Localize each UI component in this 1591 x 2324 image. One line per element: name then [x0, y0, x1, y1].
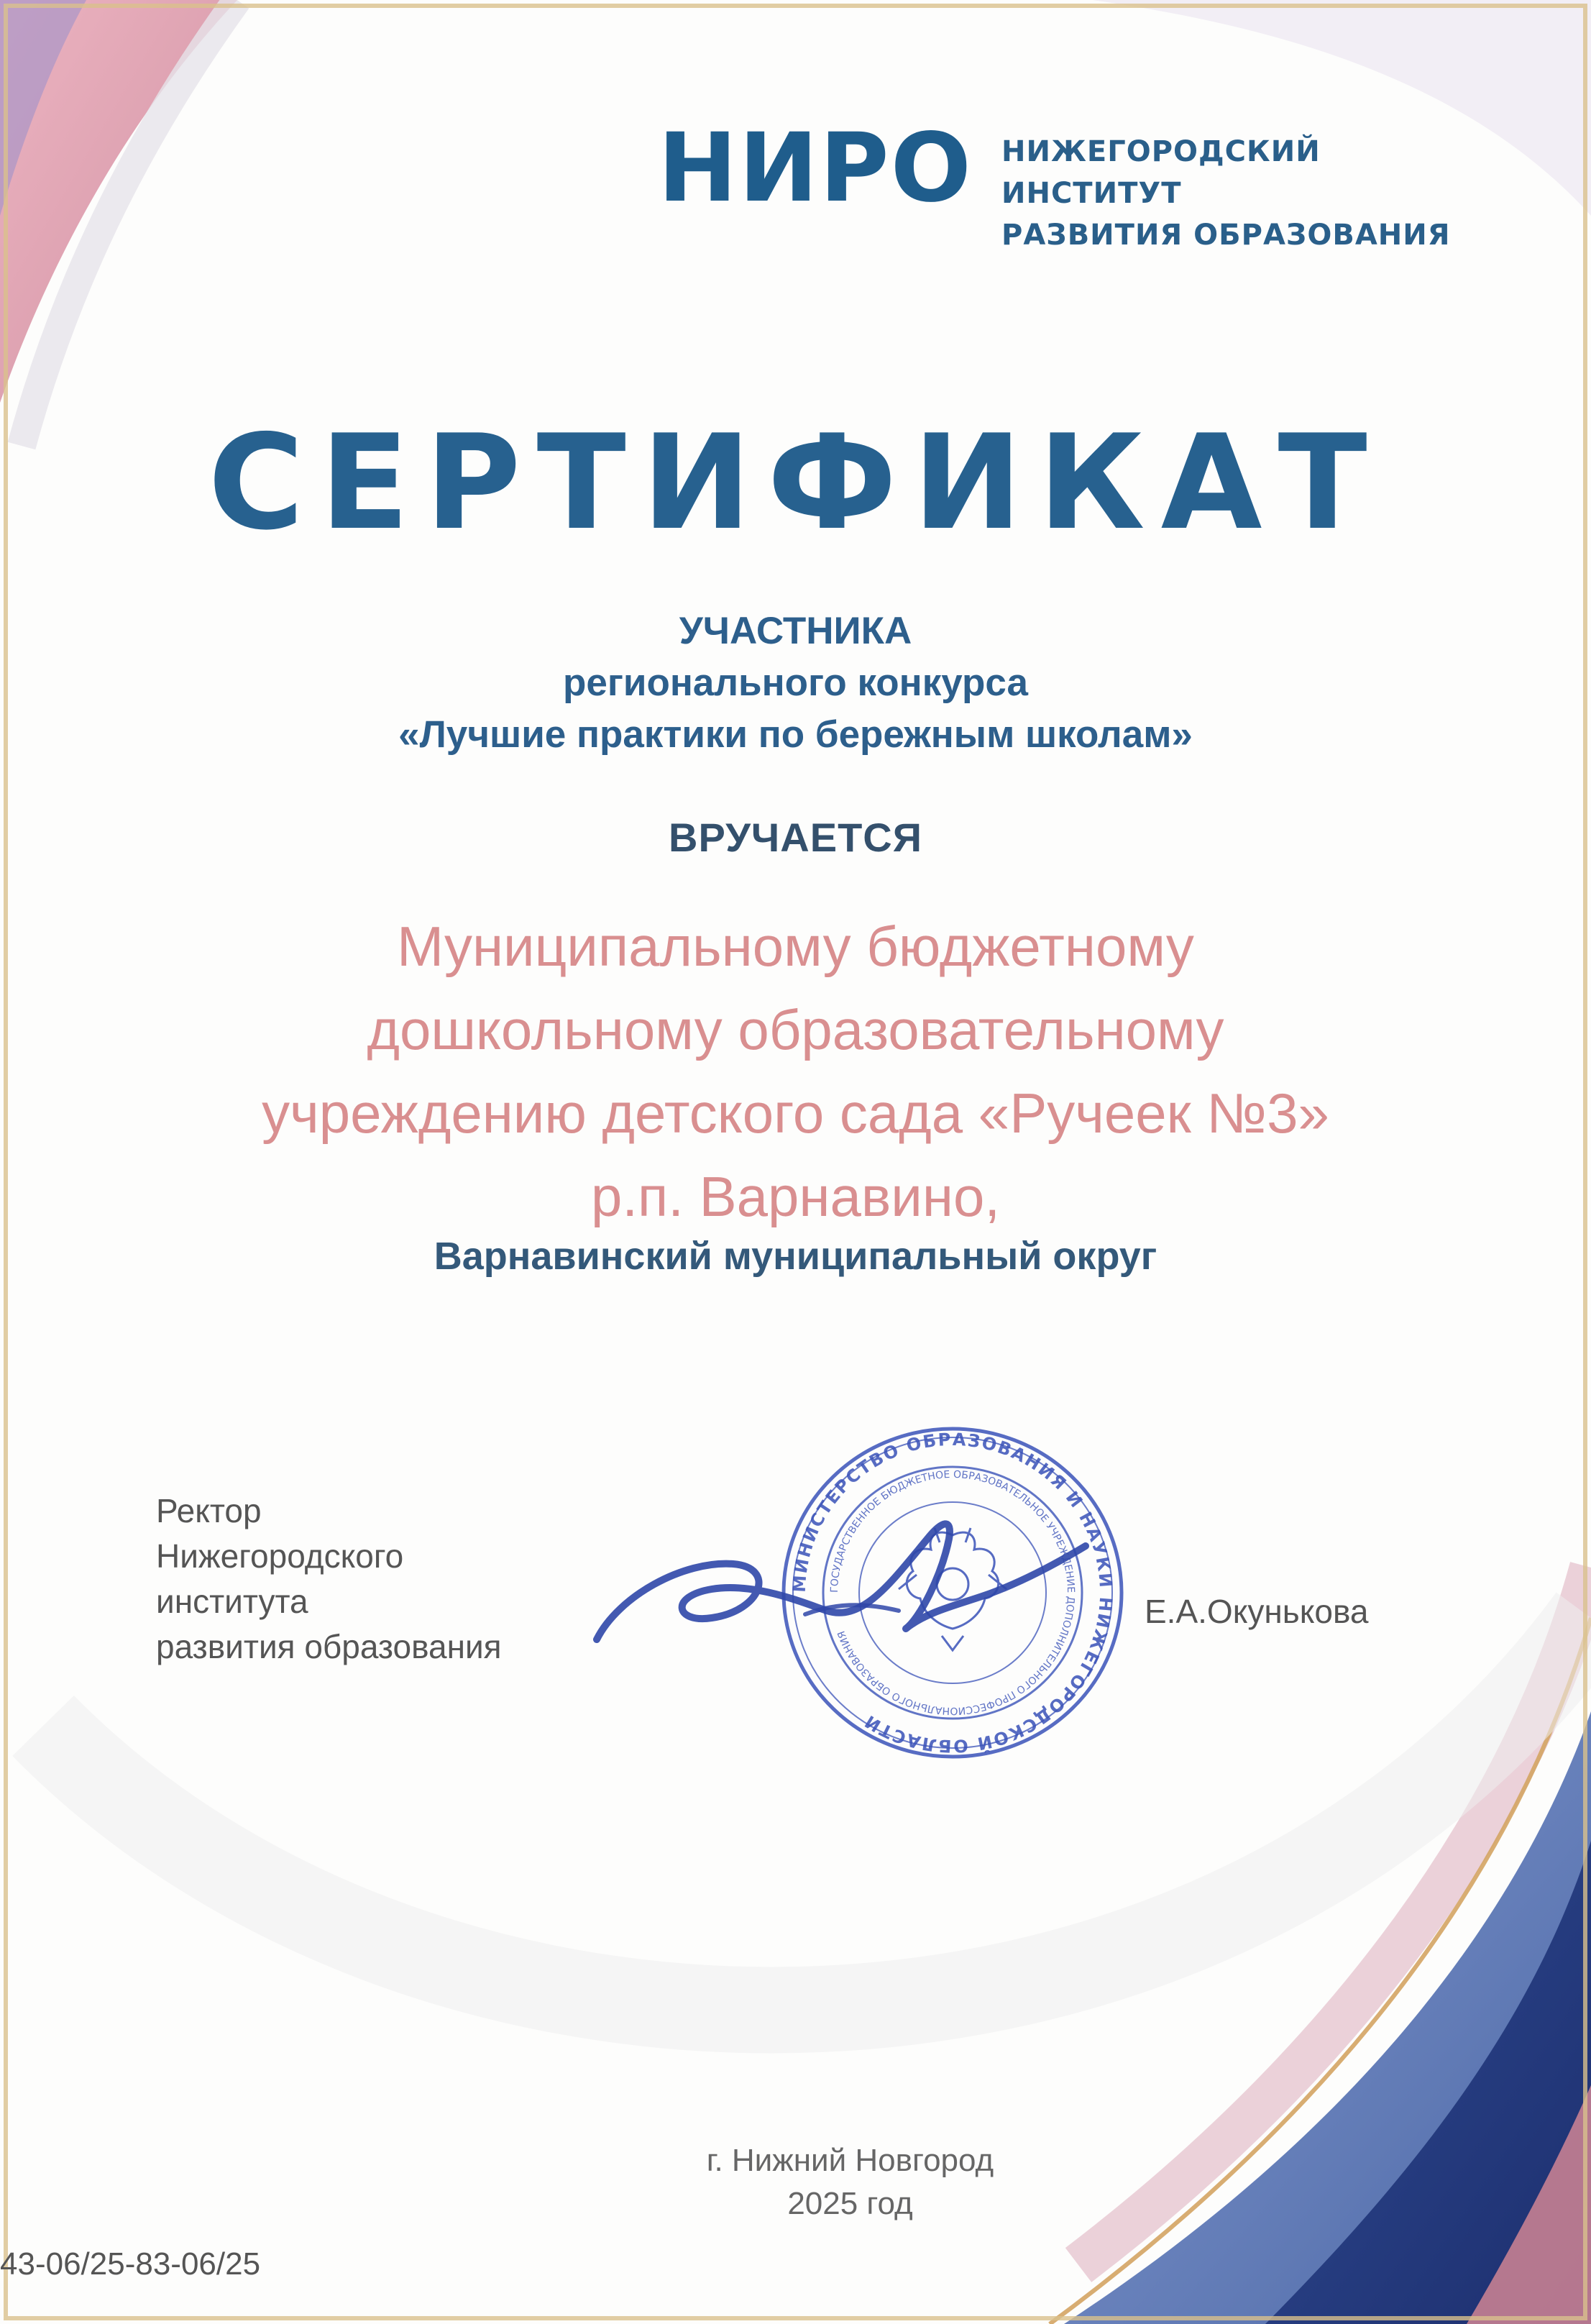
rector-line-2: Нижегородского [156, 1537, 404, 1575]
recipient-line-1: Муниципальному бюджетному [397, 915, 1194, 978]
recipient-district: Варнавинский муниципальный округ [434, 1235, 1157, 1278]
rector-line-3: института [156, 1583, 308, 1620]
issue-city: г. Нижний Новгород [706, 2143, 994, 2178]
certificate-subtitle [0, 605, 1591, 761]
subtitle-line-2: регионального конкурса [563, 662, 1028, 704]
rector-title [156, 1488, 502, 1670]
recipient-name [0, 905, 1591, 1238]
recipient-line-2: дошкольному образовательному [367, 998, 1224, 1061]
logo-abbreviation: НИРО [658, 113, 973, 224]
logo-full-name [1001, 131, 1505, 256]
subtitle-line-3: «Лучшие практики по бережным школам» [398, 713, 1193, 756]
rector-line-1: Ректор [156, 1492, 262, 1529]
registration-number: 43-06/25-83-06/25 [0, 2246, 261, 2282]
recipient-line-4: р.п. Варнавино, [590, 1165, 1000, 1228]
logo-full-name-line-1: НИЖЕГОРОДСКИЙ ИНСТИТУТ [1001, 135, 1321, 210]
seal-outer-text: МИНИСТЕРСТВО ОБРАЗОВАНИЯ И НАУКИ НИЖЕГОРОДСКОЙ ОБЛАСТИ [789, 1429, 1117, 1757]
issue-year: 2025 год [787, 2186, 913, 2221]
seal-inner-text: ГОСУДАРСТВЕННОЕ БЮДЖЕТНОЕ ОБРАЗОВАТЕЛЬНОЕ УЧРЕЖДЕНИЕ ДОПОЛНИТЕЛЬНОГО ПРОФЕССИОНАЛЬНОГО ОБРАЗОВАНИЯ [828, 1468, 1077, 1717]
subtitle-line-1: УЧАСТНИКА [679, 610, 912, 652]
presented-label: ВРУЧАЕТСЯ [669, 815, 922, 860]
certificate-title: СЕРТИФИКАТ [208, 406, 1383, 559]
logo-full-name-line-2: РАЗВИТИЯ ОБРАЗОВАНИЯ [1001, 219, 1451, 252]
signer-name: Е.А.Окунькова [1145, 1593, 1369, 1630]
rector-signature [590, 1496, 1093, 1683]
rector-line-4: развития образования [156, 1628, 502, 1665]
recipient-line-3: учреждению детского сада «Ручеек №3» [262, 1081, 1329, 1145]
issue-place-and-year [0, 2139, 1591, 2225]
